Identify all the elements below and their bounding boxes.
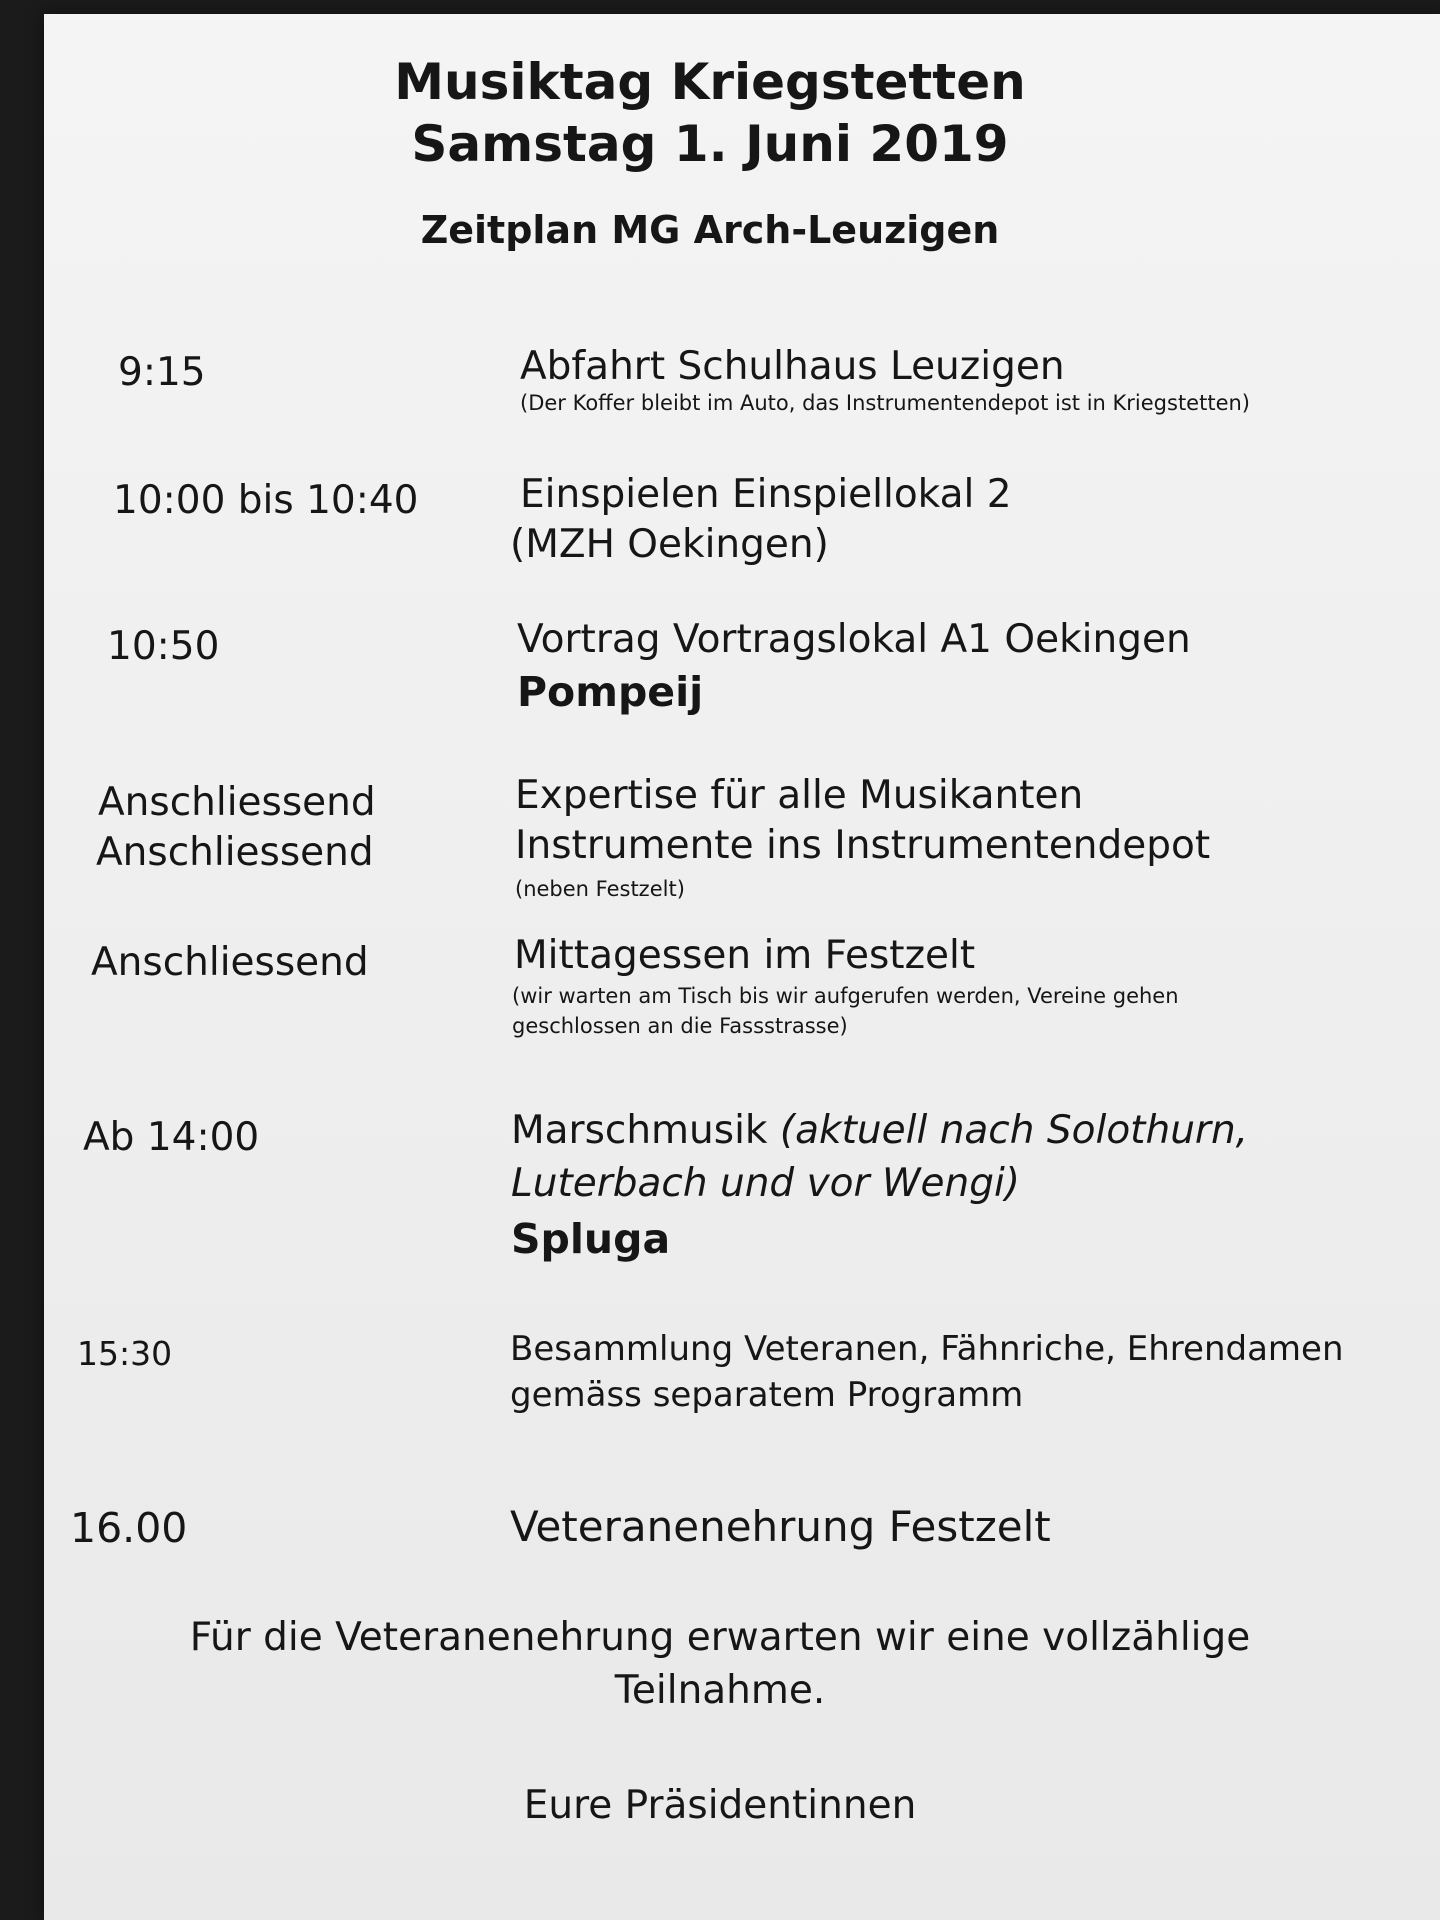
schedule-time: Anschliessend — [91, 940, 369, 985]
schedule-event-line2: (MZH Oekingen) — [510, 522, 829, 567]
schedule-event: Besammlung Veteranen, Fähnriche, Ehrendamen — [510, 1329, 1344, 1369]
schedule-event-line2: gemäss separatem Programm — [510, 1375, 1024, 1415]
schedule-event: Marschmusik — [511, 1108, 768, 1153]
schedule-time: Anschliessend — [98, 780, 376, 825]
schedule-event-line2: Luterbach und vor Wengi) — [511, 1161, 1021, 1206]
page-subtitle: Zeitplan MG Arch-Leuzigen — [420, 208, 1000, 252]
page-title-line1: Musiktag Kriegstetten — [394, 53, 1026, 111]
schedule-event: Abfahrt Schulhaus Leuzigen — [520, 344, 1065, 389]
footer-signature: Eure Präsidentinnen — [523, 1783, 917, 1828]
schedule-event: Instrumente ins Instrumentendepot — [515, 823, 1211, 868]
schedule-time: 16.00 — [70, 1504, 188, 1552]
schedule-time: Anschliessend — [96, 830, 374, 875]
schedule-time: 9:15 — [118, 350, 206, 395]
schedule-time: 10:00 bis 10:40 — [113, 478, 419, 523]
schedule-piece: Spluga — [511, 1215, 671, 1263]
schedule-note: (neben Festzelt) — [515, 877, 685, 901]
schedule-time: 15:30 — [77, 1334, 173, 1373]
schedule-time: 10:50 — [107, 624, 220, 669]
schedule-event: Vortrag Vortragslokal A1 Oekingen — [517, 617, 1191, 662]
schedule-note: (Der Koffer bleibt im Auto, das Instrumentendepot ist in Kriegstetten) — [520, 391, 1250, 415]
schedule-event-italic: (aktuell nach Solothurn, — [779, 1108, 1249, 1153]
schedule-piece: Pompeij — [517, 668, 704, 716]
schedule-event: Einspielen Einspiellokal 2 — [520, 472, 1012, 517]
schedule-event: Expertise für alle Musikanten — [515, 773, 1084, 818]
schedule-time: Ab 14:00 — [83, 1115, 260, 1160]
schedule-event-line — [511, 1108, 1248, 1153]
footer-message-line1: Für die Veteranenehrung erwarten wir eine vollzählige — [189, 1615, 1251, 1660]
schedule-event: Mittagessen im Festzelt — [514, 933, 976, 978]
schedule-event: Veteranenehrung Festzelt — [510, 1502, 1051, 1551]
footer-message-line2: Teilnahme. — [614, 1668, 826, 1713]
schedule-note: (wir warten am Tisch bis wir aufgerufen werden, Vereine gehen geschlossen an die Fassstrasse) — [512, 984, 1179, 1038]
page-title-line2: Samstag 1. Juni 2019 — [411, 115, 1009, 173]
